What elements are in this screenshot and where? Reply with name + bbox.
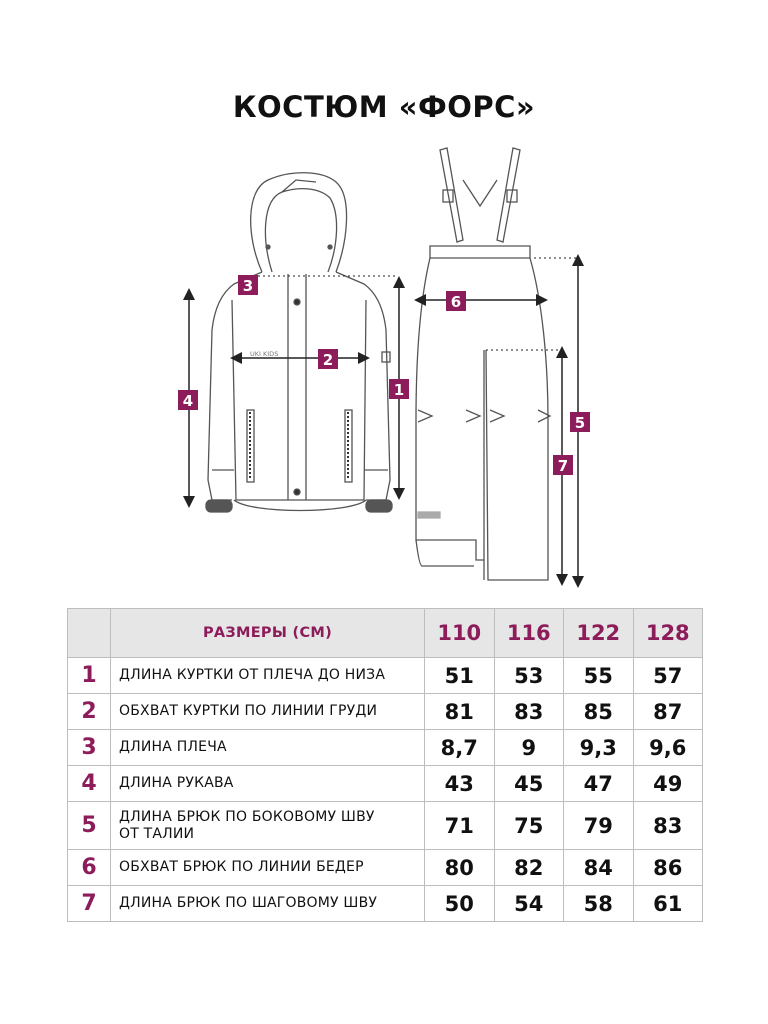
header-size-122: 122 [564, 609, 634, 658]
marker-5 [570, 412, 590, 432]
row-value: 55 [564, 658, 634, 694]
table-row [68, 802, 703, 850]
marker-1 [389, 379, 409, 399]
svg-text:7: 7 [557, 457, 569, 475]
brand-label: UKI KIDS [250, 350, 279, 358]
row-value: 80 [425, 850, 495, 886]
svg-text:1: 1 [393, 381, 405, 399]
jacket-drawing [206, 173, 392, 512]
row-value: 83 [633, 802, 703, 850]
marker-3 [238, 275, 258, 295]
row-label: ОБХВАТ КУРТКИ ПО ЛИНИИ ГРУДИ [111, 694, 425, 730]
row-value: 49 [633, 766, 703, 802]
row-value: 71 [425, 802, 495, 850]
header-empty-cell [68, 609, 111, 658]
row-value: 50 [425, 886, 495, 922]
row-value: 54 [494, 886, 564, 922]
header-size-128: 128 [633, 609, 703, 658]
svg-text:3: 3 [242, 277, 254, 295]
row-value: 9,3 [564, 730, 634, 766]
row-value: 87 [633, 694, 703, 730]
row-label: ДЛИНА РУКАВА [111, 766, 425, 802]
row-value: 43 [425, 766, 495, 802]
size-table-header [68, 609, 703, 658]
table-row [68, 850, 703, 886]
row-value: 45 [494, 766, 564, 802]
row-label: ДЛИНА КУРТКИ ОТ ПЛЕЧА ДО НИЗА [111, 658, 425, 694]
row-value: 58 [564, 886, 634, 922]
row-label: ДЛИНА БРЮК ПО БОКОВОМУ ШВУ ОТ ТАЛИИ [111, 802, 425, 850]
row-label: ОБХВАТ БРЮК ПО ЛИНИИ БЕДЕР [111, 850, 425, 886]
table-row [68, 730, 703, 766]
row-value: 84 [564, 850, 634, 886]
table-row [68, 886, 703, 922]
row-number: 3 [68, 730, 111, 766]
marker-7 [553, 455, 573, 475]
marker-2 [318, 349, 338, 369]
row-value: 57 [633, 658, 703, 694]
svg-text:2: 2 [322, 351, 334, 369]
svg-text:4: 4 [182, 392, 194, 410]
row-number: 1 [68, 658, 111, 694]
row-value: 83 [494, 694, 564, 730]
header-label: РАЗМЕРЫ (СМ) [111, 609, 425, 658]
row-value: 47 [564, 766, 634, 802]
row-number: 2 [68, 694, 111, 730]
row-number: 4 [68, 766, 111, 802]
table-row [68, 766, 703, 802]
row-number: 7 [68, 886, 111, 922]
row-value: 82 [494, 850, 564, 886]
row-label: ДЛИНА ПЛЕЧА [111, 730, 425, 766]
table-row [68, 694, 703, 730]
table-row [68, 658, 703, 694]
row-value: 61 [633, 886, 703, 922]
row-value: 51 [425, 658, 495, 694]
row-value: 9 [494, 730, 564, 766]
row-number: 6 [68, 850, 111, 886]
row-value: 9,6 [633, 730, 703, 766]
row-value: 53 [494, 658, 564, 694]
row-value: 85 [564, 694, 634, 730]
row-value: 79 [564, 802, 634, 850]
page-title: КОСТЮМ «ФОРС» [232, 90, 536, 124]
header-size-110: 110 [425, 609, 495, 658]
size-diagram [0, 130, 768, 600]
row-value: 81 [425, 694, 495, 730]
row-value: 86 [633, 850, 703, 886]
svg-text:5: 5 [574, 414, 586, 432]
row-value: 75 [494, 802, 564, 850]
row-number: 5 [68, 802, 111, 850]
marker-4 [178, 390, 198, 410]
marker-6 [446, 291, 466, 311]
size-table [67, 608, 703, 922]
row-value: 8,7 [425, 730, 495, 766]
svg-text:6: 6 [450, 293, 462, 311]
overalls-drawing [416, 148, 550, 580]
overalls-guides [420, 258, 580, 582]
row-label: ДЛИНА БРЮК ПО ШАГОВОМУ ШВУ [111, 886, 425, 922]
header-size-116: 116 [494, 609, 564, 658]
jacket-guides [189, 276, 399, 502]
